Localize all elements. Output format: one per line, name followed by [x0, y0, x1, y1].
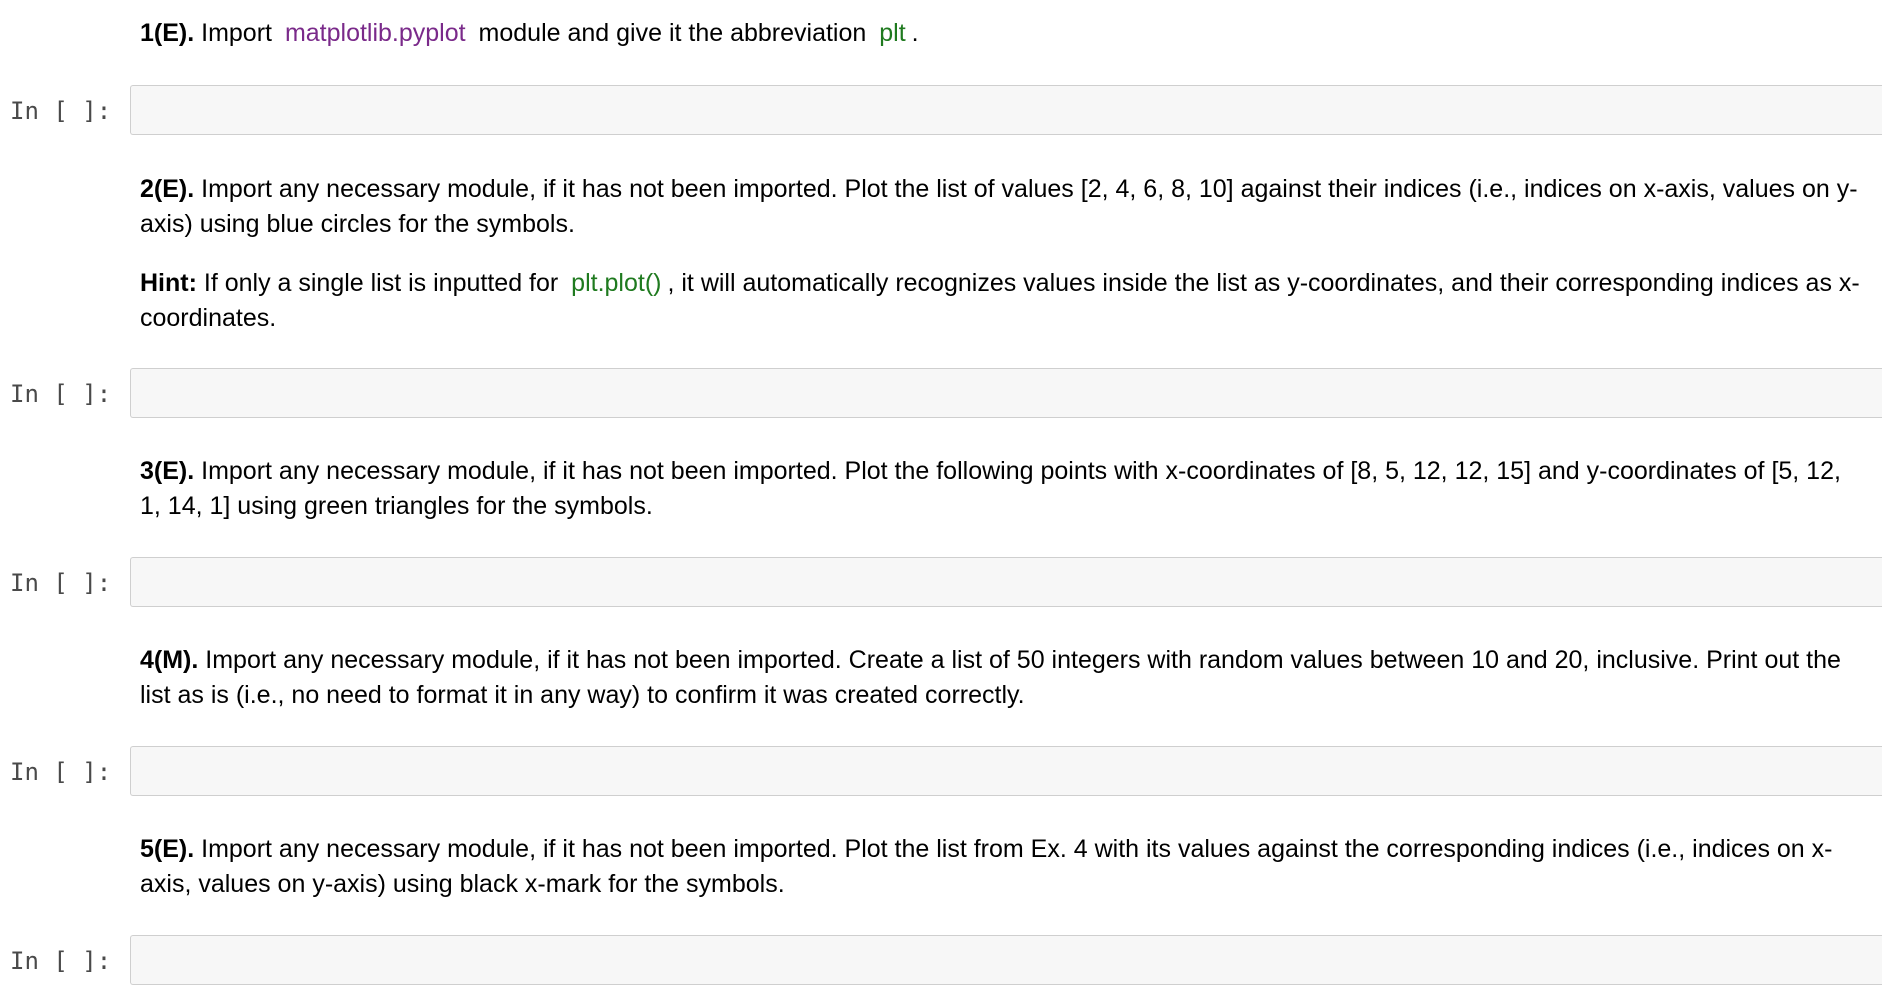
code-cell-2: [0, 368, 1882, 420]
hint-label: Hint:: [140, 269, 197, 297]
code-cell-4: [0, 746, 1882, 798]
code-input-area[interactable]: [130, 935, 1882, 985]
exercise-3-instruction: [140, 454, 1860, 524]
inline-code-module: matplotlib.pyplot: [284, 19, 466, 47]
inline-code-alias: plt: [879, 19, 906, 47]
instruction-text: .: [911, 19, 919, 47]
exercise-label: 1(E).: [140, 19, 195, 47]
exercise-label: 4(M).: [140, 646, 199, 674]
exercise-label: 5(E).: [140, 835, 195, 863]
instruction-text: Import any necessary module, if it has not been imported. Plot the list of values [2, 4, 6, 8, 10] against their indices (i.e., indices on x-axis, values on y-axis) using blue circles for the symbols.: [140, 175, 1858, 238]
markdown-cell-exercise-1: [140, 16, 1860, 51]
exercise-label: 2(E).: [140, 175, 195, 203]
instruction-text: Import any necessary module, if it has not been imported. Create a list of 50 integers with random values between 10 and 20, inclusive. Print out the list as is (i.e., no need to format it in any way) to confirm it was created correctly.: [140, 646, 1841, 709]
markdown-cell-exercise-2: [140, 172, 1860, 336]
input-prompt: In [ ]:: [10, 947, 112, 975]
hint-text: If only a single list is inputted for: [196, 269, 566, 297]
markdown-cell-exercise-4: [140, 643, 1860, 713]
exercise-2-hint: [140, 266, 1860, 336]
code-cell-1: [0, 85, 1882, 137]
code-input-area[interactable]: [130, 746, 1882, 796]
hint-text: , it will automatically recognizes values inside the list as y-coordinates, and their corresponding indices as x-coordinates.: [140, 269, 1860, 332]
code-input-area[interactable]: [130, 85, 1882, 135]
code-cell-5: [0, 935, 1882, 987]
instruction-text: Import: [194, 19, 279, 47]
exercise-5-instruction: [140, 832, 1860, 902]
code-input-area[interactable]: [130, 557, 1882, 607]
instruction-text: module and give it the abbreviation: [471, 19, 874, 47]
inline-code-function: plt.plot(): [571, 269, 662, 297]
exercise-1-instruction: [140, 16, 1860, 51]
input-prompt: In [ ]:: [10, 569, 112, 597]
input-prompt: In [ ]:: [10, 380, 112, 408]
exercise-2-instruction: [140, 172, 1860, 242]
markdown-cell-exercise-3: [140, 454, 1860, 524]
markdown-cell-exercise-5: [140, 832, 1860, 902]
code-cell-3: [0, 557, 1882, 609]
exercise-4-instruction: [140, 643, 1860, 713]
instruction-text: Import any necessary module, if it has not been imported. Plot the following points with x-coordinates of [8, 5, 12, 12, 15] and y-coordinates of [5, 12, 1, 14, 1] using green triangles for the symbols.: [140, 457, 1841, 520]
code-input-area[interactable]: [130, 368, 1882, 418]
instruction-text: Import any necessary module, if it has not been imported. Plot the list from Ex. 4 with its values against the corresponding indices (i.e., indices on x-axis, values on y-axis) using black x-mark for the symbols.: [140, 835, 1833, 898]
input-prompt: In [ ]:: [10, 758, 112, 786]
exercise-label: 3(E).: [140, 457, 195, 485]
input-prompt: In [ ]:: [10, 97, 112, 125]
